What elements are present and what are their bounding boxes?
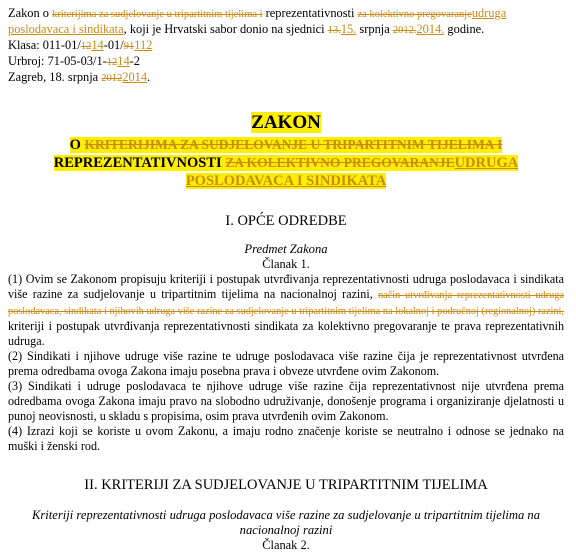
inserted-text: 14 bbox=[91, 38, 104, 52]
deleted-text: ZA KOLEKTIVNO PREGOVARANJE bbox=[225, 155, 455, 170]
zagreb-line bbox=[8, 70, 564, 86]
deleted-text: 91 bbox=[123, 41, 135, 52]
urbroj-text: -2 bbox=[129, 54, 140, 68]
place-date-text: . bbox=[147, 70, 151, 84]
document-title bbox=[8, 112, 564, 134]
inserted-text: 2014 bbox=[122, 70, 148, 84]
document-subtitle bbox=[8, 136, 564, 190]
paragraph-text: (1) Ovim se Zakonom propisuju kriteriji i postupak utvrđivanja reprezentativnosti udruga poslodavaca i sindikata više razine za sudjelovanje u tripartitnim tijelima na nacionalnoj razini, bbox=[8, 272, 564, 301]
article-1-label: Članak 1. bbox=[262, 257, 310, 271]
inserted-text: POSLODAVACA I SINDIKATA bbox=[185, 173, 387, 189]
deleted-text: 13. bbox=[327, 25, 341, 36]
deleted-text: kriterijima za sudjelovanje u tripartitnim tijelima i bbox=[52, 9, 263, 20]
deleted-text: 12 bbox=[80, 41, 92, 52]
header-text: srpnja bbox=[356, 22, 393, 36]
inserted-text: udruga bbox=[471, 6, 507, 20]
deleted-text: način utvrđivanja reprezentativnosti udruga poslodavaca, sindikata i njihovih udruga više razine za sudjelovanje u tripartitnim tijelima na lokalnoj i područnoj (regionalnoj) razini, bbox=[8, 290, 564, 317]
header-text: , koji je Hrvatski sabor donio na sjednici bbox=[123, 22, 328, 36]
deleted-text: 12 bbox=[106, 57, 118, 68]
header-block bbox=[8, 6, 564, 86]
article-2-label: Članak 2. bbox=[262, 538, 310, 552]
section-1-heading: I. OPĆE ODREDBE bbox=[225, 213, 347, 229]
section-2-subject: Kriteriji reprezentativnosti udruga poslodavaca više razine za sudjelovanje u tripartitnim tijelima na nacionalnoj razini bbox=[31, 508, 541, 537]
urbroj-line bbox=[8, 54, 564, 70]
urbroj-label: Urbroj: 71-05-03/1- bbox=[8, 54, 107, 68]
article-1-paragraph-3: (3) Sindikati i udruge poslodavaca te njihove udruge više razine čija reprezentativnost nije utvrđena prema odredbama ovoga Zakona imaju pravo na slobodno udruživanje, donošenje programa i organiziranje djelatnosti u punoj neovisnosti, u skladu s propisima, osim prava utvrđenih ovim Zakonom. bbox=[8, 379, 564, 423]
subtitle-word: REPREZENTATIVNOSTI bbox=[53, 155, 222, 171]
deleted-text: za kolektivno pregovaranje bbox=[357, 9, 472, 20]
place-date-text: Zagreb, 18. srpnja bbox=[8, 70, 102, 84]
klasa-text: -01/ bbox=[103, 38, 124, 52]
header-text: Zakon o bbox=[8, 6, 53, 20]
section-1-subject: Predmet Zakona bbox=[244, 242, 328, 256]
article-1-paragraph-1 bbox=[8, 272, 564, 349]
inserted-text: 112 bbox=[134, 38, 153, 52]
section-2-heading: II. KRITERIJI ZA SUDJELOVANJE U TRIPARTITNIM TIJELIMA bbox=[84, 477, 488, 493]
deleted-text: 2012 bbox=[101, 73, 123, 84]
inserted-text: UDRUGA bbox=[454, 155, 519, 171]
paragraph-text: kriteriji i postupak utvrđivanja reprezentativnosti sindikata za kolektivno pregovaranje te prava reprezentativnih udruga. bbox=[8, 319, 564, 348]
inserted-text: poslodavaca i sindikata bbox=[8, 22, 124, 36]
inserted-text: 15. bbox=[340, 22, 357, 36]
inserted-text: 14 bbox=[117, 54, 130, 68]
deleted-text: KRITERIJIMA ZA SUDJELOVANJE U TRIPARTITNIM TIJELIMA I bbox=[84, 137, 503, 152]
header-text: reprezentativnosti bbox=[262, 6, 358, 20]
klasa-line bbox=[8, 38, 564, 54]
deleted-text: 2012. bbox=[392, 25, 417, 36]
title-text: ZAKON bbox=[251, 112, 321, 133]
subtitle-line-3 bbox=[8, 172, 564, 190]
inserted-text: 2014. bbox=[416, 22, 445, 36]
klasa-label: Klasa: 011-01/ bbox=[8, 38, 81, 52]
subtitle-word-o: O bbox=[69, 137, 81, 153]
article-1-paragraph-2: (2) Sindikati i njihove udruge više razine te udruge poslodavaca više razine čija je reprezentativnost utvrđena prema odredbama ovoga Zakona imaju posebna prava i obveze utvrđene ovim Zakonom. bbox=[8, 349, 564, 378]
article-1-paragraph-4: (4) Izrazi koji se koriste u ovom Zakonu, a imaju rodno značenje koriste se neutralno i odnose se jednako na muški i ženski rod. bbox=[8, 424, 564, 453]
header-text: godine. bbox=[444, 22, 485, 36]
subtitle-line-1 bbox=[8, 136, 564, 154]
header-line-1 bbox=[8, 6, 564, 22]
subtitle-line-2 bbox=[8, 154, 564, 172]
header-line-2 bbox=[8, 22, 564, 38]
